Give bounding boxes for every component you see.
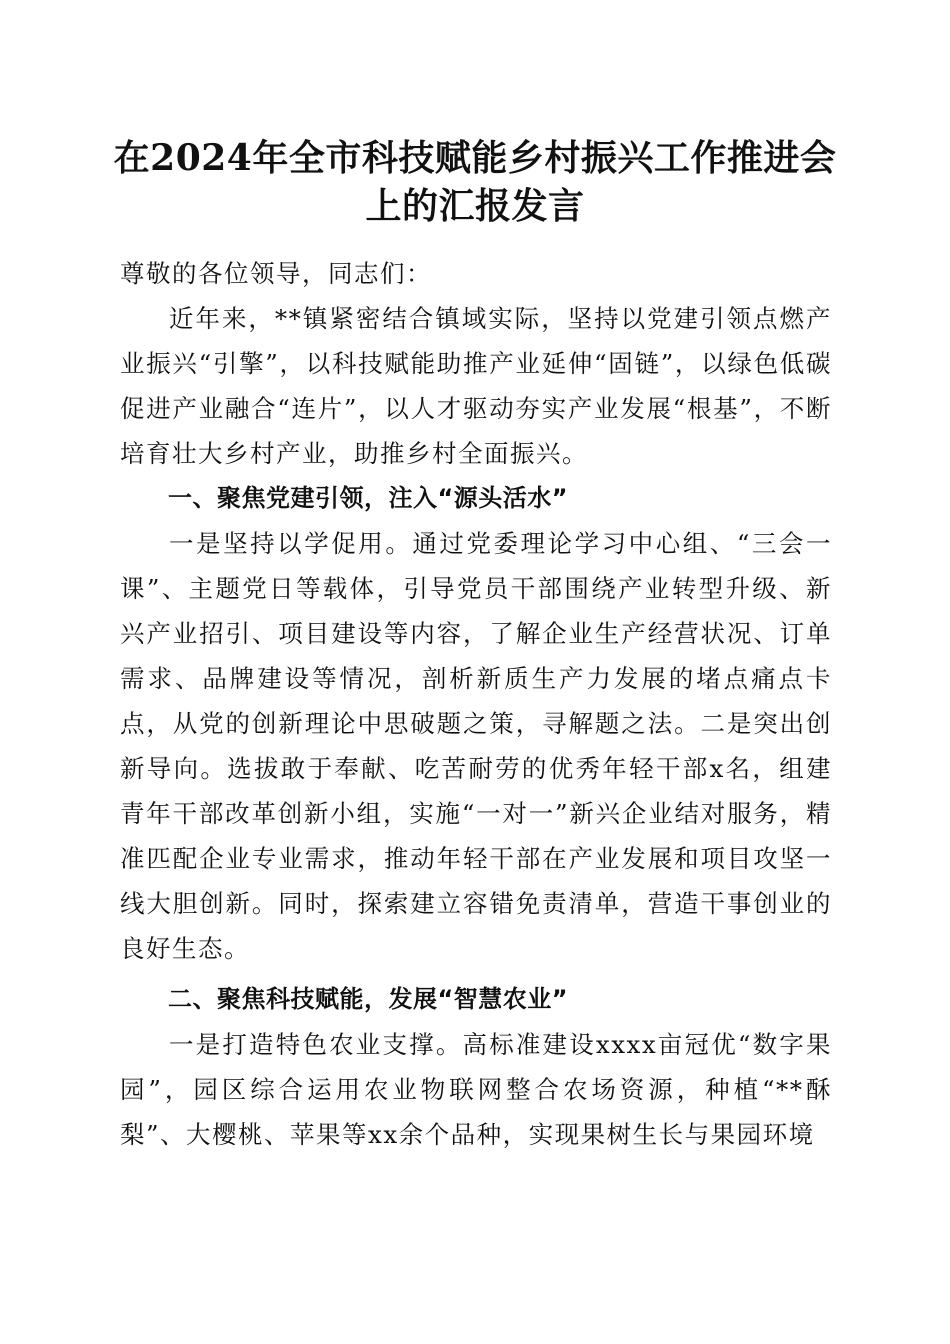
- title-line-2: 上的汇报发言: [365, 185, 585, 227]
- section-2-paragraph: 一是打造特色农业支撑。高标准建设xxxx亩冠优“数字果园”，园区综合运用农业物联网整合农场资源，种植“**酥梨”、大樱桃、苹果等xx余个品种，实现果树生长与果园环境: [120, 1030, 832, 1149]
- salutation: 尊敬的各位领导，同志们：: [120, 259, 432, 288]
- document-title: [95, 134, 855, 230]
- section-1-heading: 一、聚焦党建引领，注入“源头活水”: [168, 484, 569, 512]
- section-1-paragraph: 一是坚持以学促用。通过党委理论学习中心组、“三会一课”、主题党日等载体，引导党员干部围绕产业转型升级、新兴产业招引、项目建设等内容，了解企业生产经营状况、订单需求、品牌建设等情况，剖析新质生产力发展的堵点痛点卡点，从党的创新理论中思破题之策，寻解题之法。二是突出创新导向。选拔敢于奉献、吃苦耐劳的优秀年轻干部x名，组建青年干部改革创新小组，实施“一对一”新兴企业结对服务，精准匹配企业专业需求，推动年轻干部在产业发展和项目攻坚一线大胆创新。同时，探索建立容错免责清单，营造干事创业的良好生态。: [120, 529, 832, 963]
- intro-paragraph: 近年来，**镇紧密结合镇域实际，坚持以党建引领点燃产业振兴“引擎”，以科技赋能助推产业延伸“固链”，以绿色低碳促进产业融合“连片”，以人才驱动夯实产业发展“根基”，不断培育壮大乡村产业，助推乡村全面振兴。: [120, 304, 832, 468]
- title-line-1: 在2024年全市科技赋能乡村振兴工作推进会: [113, 137, 837, 179]
- document-body: [120, 251, 832, 1157]
- section-2-heading: 二、聚焦科技赋能，发展“智慧农业”: [168, 985, 569, 1013]
